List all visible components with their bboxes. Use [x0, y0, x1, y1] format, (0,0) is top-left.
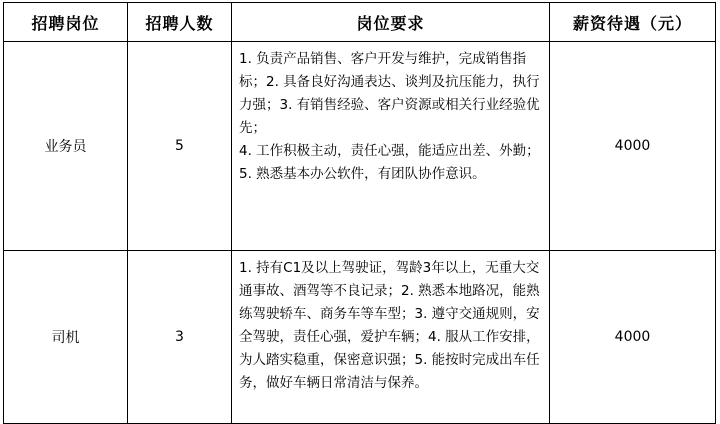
cell-requirements	[232, 42, 550, 251]
cell-post: 业务员	[4, 42, 128, 251]
cell-requirements	[232, 251, 550, 424]
cell-salary: 4000	[550, 42, 716, 251]
column-header-salary: 薪资待遇（元）	[550, 3, 716, 42]
cell-post: 司机	[4, 251, 128, 424]
requirement-line: 4. 工作积极主动，责任心强，能适应出差、外勤；	[239, 143, 540, 159]
column-header-post: 招聘岗位	[4, 3, 128, 42]
table-row	[4, 251, 716, 424]
requirement-line: 5. 熟悉基本办公软件，有团队协作意识。	[239, 166, 486, 182]
requirement-line: 1. 持有C1及以上驾驶证，驾龄3年以上，无重大交通事故、酒驾等不良记录；2. 熟悉本地路况，能熟练驾驶轿车、商务车等车型；3. 遵守交通规则，安全驾驶，责任心强，爱护车辆；4. 服从工作安排，为人踏实稳重，保密意识强；5. 能按时完成出车任务，做好车辆日常清洁与保养。	[239, 260, 540, 391]
recruitment-table	[3, 2, 716, 424]
column-header-requirements: 岗位要求	[232, 3, 550, 42]
cell-salary: 4000	[550, 251, 716, 424]
column-header-count: 招聘人数	[128, 3, 232, 42]
cell-count: 5	[128, 42, 232, 251]
cell-count: 3	[128, 251, 232, 424]
table-header-row	[4, 3, 716, 42]
requirement-line: 1. 负责产品销售、客户开发与维护，完成销售指标；2. 具备良好沟通表达、谈判及抗压能力，执行力强；3. 有销售经验、客户资源或相关行业经验优先；	[239, 51, 540, 136]
table-row	[4, 42, 716, 251]
